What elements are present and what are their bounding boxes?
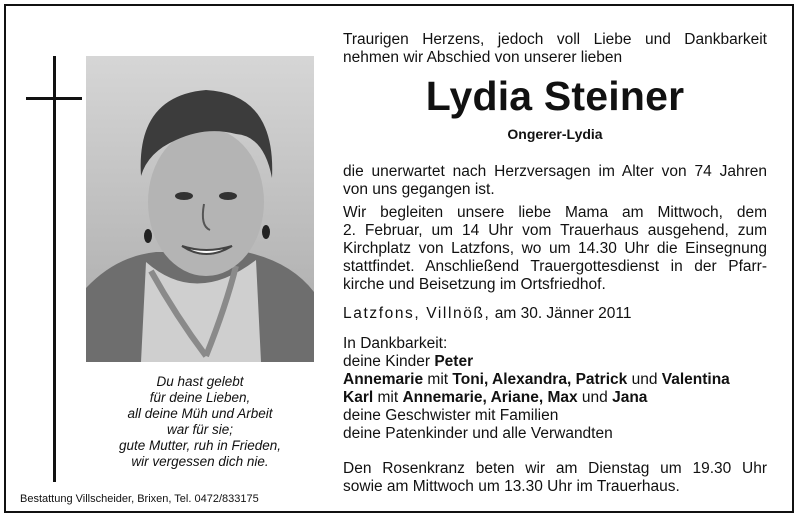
rosary-info: Den Rosenkranz beten wir am Dienstag um 19.30 Uhr sowie am Mittwoch um 13.30 Uhr im Trauerhaus.	[343, 460, 767, 495]
mourners-list: In Dankbarkeit: deine Kinder Peter Annemarie mit Toni, Alexandra, Patrick und Valentina Karl mit Annemarie, Ariane, Max und Jana deine Geschwister mit Familien deine Patenkinder und alle Verwandten	[343, 335, 767, 443]
place-and-date: Latzfons, Villnöß, am 30. Jänner 2011	[343, 305, 632, 322]
maiden-name: Ongerer-Lydia	[507, 126, 603, 142]
cross-icon-vertical	[53, 56, 56, 482]
mourners-line: Annemarie mit Toni, Alexandra, Patrick und Valentina	[343, 371, 730, 388]
intro-text: Traurigen Herzens, jedoch voll Liebe und Dankbarkeit nehmen wir Abschied von unserer lieben	[343, 31, 767, 66]
cross-icon-horizontal	[26, 97, 82, 100]
mourners-line: Karl mit Annemarie, Ariane, Max und Jana	[343, 389, 648, 406]
death-notice: die unerwartet nach Herzversagen im Alter von 74 Jahren von uns gegangen ist.	[343, 163, 767, 198]
funeral-home-credit: Bestattung Villscheider, Brixen, Tel. 0472/833175	[20, 493, 259, 505]
mourners-line: deine Kinder Peter	[343, 353, 474, 370]
funeral-details: Wir begleiten unsere liebe Mama am Mittwoch, dem 2. Februar, um 14 Uhr vom Trauerhaus ausgehend, zum Kirchplatz von Latzfons, wo um 14.30 Uhr die Einsegnung stattfindet. Anschließend Trauergottesdienst in der Pfarr- kirche und Beisetzung im Ortsfriedhof.	[343, 204, 767, 293]
portrait-photo	[86, 56, 314, 362]
memorial-verse: Du hast gelebt für deine Lieben, all deine Müh und Arbeit war für sie; gute Mutter, ruh in Frieden, wir vergessen dich nie.	[118, 374, 282, 469]
deceased-name: Lydia Steiner	[425, 73, 685, 119]
